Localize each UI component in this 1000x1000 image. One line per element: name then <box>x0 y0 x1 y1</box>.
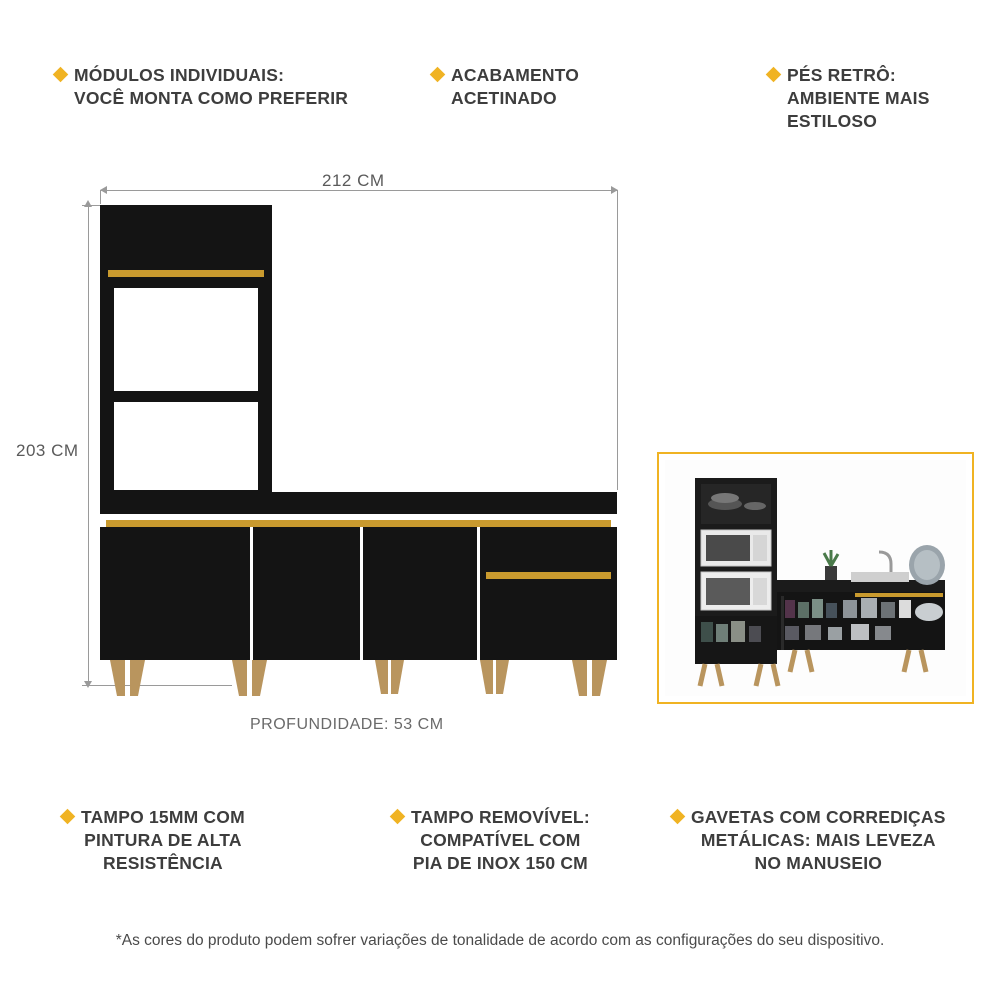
feature-pes-retro <box>768 64 998 133</box>
leg-3 <box>232 660 247 696</box>
leg-10 <box>592 660 607 696</box>
countertop <box>100 492 617 514</box>
feature-line-2: PINTURA DE ALTA <box>84 830 242 851</box>
diamond-icon <box>430 67 446 83</box>
leg-2 <box>130 660 145 696</box>
feature-text <box>81 806 245 875</box>
leg-8 <box>496 660 509 694</box>
diamond-icon <box>60 809 76 825</box>
countertop-gold-trim <box>106 520 611 527</box>
base-cabinet-body <box>100 527 617 660</box>
diamond-icon <box>670 809 686 825</box>
feature-text <box>787 64 998 133</box>
product-photo-frame <box>657 452 974 704</box>
feature-line-1: GAVETAS COM CORREDIÇAS <box>691 807 946 827</box>
diamond-icon <box>53 67 69 83</box>
feature-gavetas-corredicas <box>672 806 972 875</box>
feature-tampo-15mm <box>62 806 362 875</box>
feature-line-1: TAMPO 15MM COM <box>81 807 245 827</box>
feature-line-3: PIA DE INOX 150 CM <box>412 853 588 874</box>
feature-text <box>74 64 348 110</box>
leg-5 <box>375 660 388 694</box>
kitchen-technical-drawing <box>92 202 617 697</box>
width-dimension-label: 212 CM <box>322 171 385 190</box>
depth-dimension-label: PROFUNDIDADE: 53 CM <box>250 716 444 733</box>
feature-line-3: NO MANUSEIO <box>754 853 883 874</box>
feature-line-2: METÁLICAS: MAIS LEVEZA <box>700 830 936 851</box>
feature-line-2: COMPATÍVEL COM <box>420 830 581 851</box>
feature-line-1: TAMPO REMOVÍVEL: <box>411 807 590 827</box>
feature-tampo-removivel <box>392 806 682 875</box>
height-dimension-line <box>88 205 89 685</box>
leg-4 <box>252 660 267 696</box>
base-cabinet-divider-3 <box>477 527 480 660</box>
height-dimension-label: 203 CM <box>16 441 79 460</box>
tall-cabinet-top-trim <box>108 270 264 277</box>
feature-acabamento <box>432 64 662 110</box>
leg-7 <box>480 660 493 694</box>
feature-text <box>691 806 946 875</box>
leg-1 <box>110 660 125 696</box>
leg-6 <box>391 660 404 694</box>
feature-line-1: MÓDULOS INDIVIDUAIS: <box>74 65 285 85</box>
drawer-handle-trim <box>486 572 611 579</box>
feature-line-2: VOCÊ MONTA COMO PREFERIR <box>74 88 349 109</box>
kitchen-photo-illustration <box>665 460 966 696</box>
width-arrow-left <box>100 186 107 194</box>
base-cabinet-divider-2 <box>360 527 363 660</box>
diamond-icon <box>766 67 782 83</box>
base-cabinet-divider-1 <box>250 527 253 660</box>
leg-9 <box>572 660 587 696</box>
product-photo <box>665 460 966 696</box>
tall-cabinet-niche-lower <box>114 402 258 490</box>
feature-line-2: AMBIENTE MAIS ESTILOSO <box>787 88 930 132</box>
feature-line-2: ACETINADO <box>451 88 557 109</box>
feature-line-1: ACABAMENTO <box>451 65 580 85</box>
feature-line-3: RESISTÊNCIA <box>103 853 223 874</box>
feature-line-1: PÉS RETRÔ: <box>787 65 896 85</box>
color-disclaimer-footnote: *As cores do produto podem sofrer variações de tonalidade de acordo com as configurações do seu dispositivo. <box>115 932 885 949</box>
width-dimension-line <box>100 190 618 191</box>
feature-text <box>411 806 590 875</box>
diamond-icon <box>390 809 406 825</box>
drawer-divider <box>477 562 480 564</box>
width-extension-right <box>617 190 618 490</box>
feature-modulos-individuais <box>55 64 385 110</box>
tall-cabinet-niche-upper <box>114 288 258 391</box>
feature-text <box>451 64 579 110</box>
